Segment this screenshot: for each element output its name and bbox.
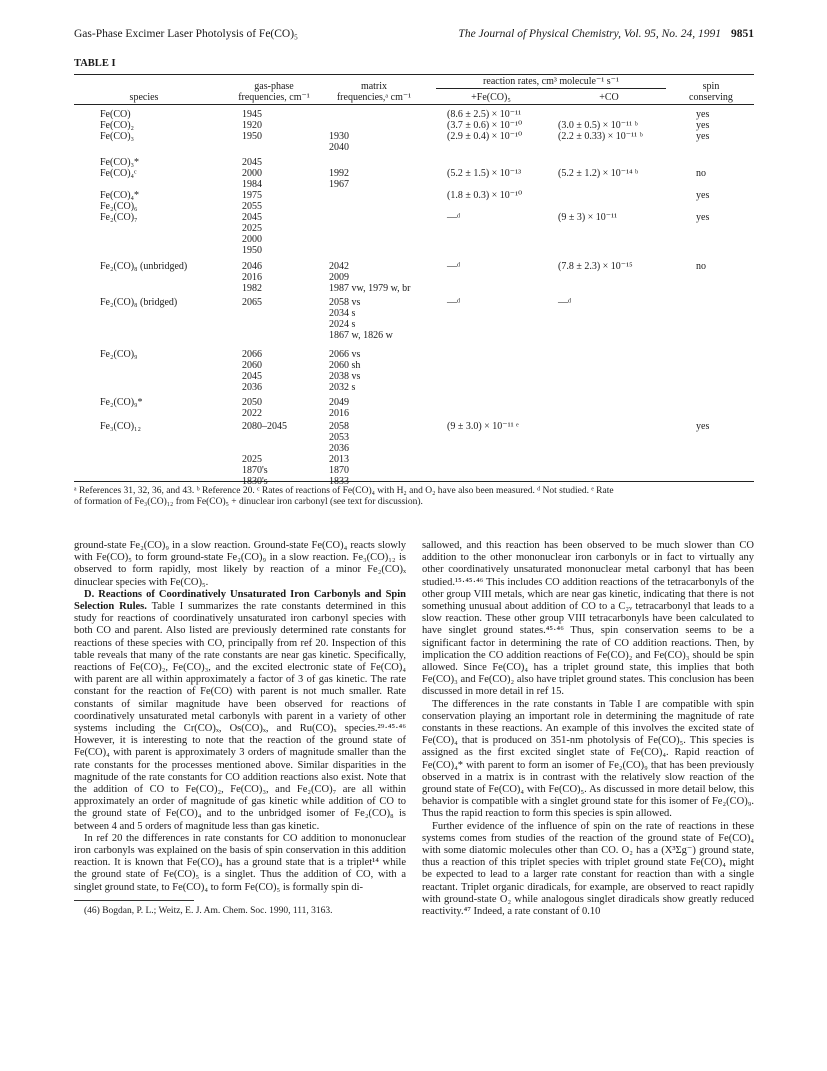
table-header-rule xyxy=(74,104,754,105)
header-plus-fe: +Fe(CO)₅ xyxy=(471,92,511,103)
page-number: 9851 xyxy=(731,28,754,40)
header-plus-co: +CO xyxy=(599,92,619,103)
footnote-line: ᵃ References 31, 32, 36, and 43. ᵇ Reference 20. ᶜ Rates of reactions of Fe(CO)₄ with H₂ and O₂ have also been measured. ᵈ Not studied. ᵉ Rate xyxy=(74,486,614,496)
section-heading: D. Reactions of Coordinatively Unsaturated Iron Carbonyls and Spin Selection Rules. xyxy=(74,588,406,613)
table-bottom-rule xyxy=(74,481,754,482)
paragraph: In ref 20 the differences in rate constants for CO addition to mononuclear iron carbonyls was explained on the basis of spin conservation in this addition reaction. It is known that Fe(CO)₄ has a ground state that is a triplet¹⁴ while the ground state of Fe(CO)₅ is a singlet. Thus the addition of CO, with a singlet ground state, to Fe(CO)₄ to form Fe(CO)₅ is formally spin di- xyxy=(74,832,406,893)
footnote-divider xyxy=(74,900,194,901)
journal-citation xyxy=(458,28,754,40)
header-matrix: matrix frequencies,ᵃ cm⁻¹ xyxy=(336,81,412,103)
journal-page: Gas-Phase Excimer Laser Photolysis of Fe(CO)₅ The Journal of Physical Chemistry, Vol. 95, No. 24, 1991 9851 TABLE I species gas-phase frequencies, cm⁻¹ matrix frequencies,ᵃ cm⁻¹ reaction rates, cm³ molecule⁻¹ s⁻¹ +Fe(CO)₅ +CO spin conserving Fe(CO) 1945 (8.6 ± 2.5) × 10⁻¹¹ yes Fe(CO)₂ 1920 (3.7 ± 0.6) × 10⁻¹⁰ (3.0 ± 0.5) × 10⁻¹¹ ᵇ yes Fe(CO)₃ 1950 1930 2040 (2.9 ± 0.4) × 10⁻¹⁰ (2.2 ± 0.33) × 10⁻¹¹ ᵇ yes Fe(CO)₃* 2045 Fe(CO)₄ᶜ 2000 1984 1992 1967 (5.2 ± 1.5) × 10⁻¹³ (5.2 ± 1.2) × 10⁻¹⁴ ᵇ no Fe(CO)₄* 1975 (1.8 ± 0.3) × 10⁻¹⁰ yes Fe₂(CO)₆ 2055 Fe₂(CO)₇ 2045 2025 2000 1950 —ᵈ (9 ± 3) × 10⁻¹¹ yes Fe₂(CO)₈ (unbridged) 2046 2016 1982 2042 2009 1987 vw, 1979 w, br —ᵈ (7.8 ± 2.3) × 10⁻¹⁵ no Fe₂(CO)₈ (bridged) 2065 2058 vs 2034 s 2024 s 1867 w, 1826 w —ᵈ —ᵈ Fe₂(CO)₉ 2066 2060 2045 2036 2066 vs 2060 sh 2038 vs 2032 s Fe₂(CO)₉* 2050 2022 2049 2016 Fe₃(CO)₁₂ 2080–2045 2025 1870's 1830's 2058 2053 2036 2013 1870 1833 (9 ± 3.0) × 10⁻¹¹ ᵉ yes ᵃ References 31, 32, 36, and 43. ᵇ Reference 20. ᶜ Rates of reactions of Fe(CO)₄ with H₂ and O₂ have also been measured. ᵈ Not studied. ᵉ Rate of formation of Fe₃(CO)₁₂ from Fe(CO)₅ + dinuclear iron carbonyl (see text for discussion). ground-state Fe₂(CO)₉ in a slow reaction. Ground-state Fe(CO)₄ reacts slowly with Fe(CO)₅ to form ground-state Fe₂(CO)₉ in a slow reaction. Fe₃(CO)₁₂ is observed to form rapidly, most likely by reaction of a minor Fe₂(CO)ₓ dinuclear species with Fe(CO)₅. D. Reactions of Coordinatively Unsaturated Iron Carbonyls and Spin Selection Rules. Table I summarizes the rate constants determined in this study for reactions of coordinatively unsaturated iron carbonyl species with both CO and parent. Also listed are previously determined rate constants for reactions of these species with CO, principally from ref 20. Inspection of this table reveals that many of the rate constants are near gas kinetic. Specifically, reactions of Fe(CO)₂, Fe(CO)₃, and the excited electronic state of Fe(CO)₄ with parent are all within approximately a factor of 3 of gas kinetic. The rate constant for the reaction of Fe(CO) with parent is not much smaller. Rate constants of similar magnitude have been observed for reactions of coordinatively unsaturated metal carbonyls with parent in a variety of other systems including the Cr(CO)ₓ, Os(CO)ₓ, and Ru(CO)ₓ species.²⁹·⁴⁵·⁴⁶ However, it is interesting to note that the reaction of the ground state of Fe(CO)₄ with parent is approximately 3 orders of magnitude smaller than the rate constants for the processes mentioned above. Similar disparities in the magnitude of the rate constants for CO addition reactions also exist. Note that the addition of CO to Fe(CO)₂, Fe(CO)₃, and Fe₂(CO)₇ are all within approximately an order of magnitude of gas kinetic while addition of CO to the ground state of Fe(CO)₄ and to the unbridged isomer of Fe₂(CO)₈ is between 4 and 5 orders of magnitude less than gas kinetic. In ref 20 the differences in rate constants for CO addition to mononuclear iron carbonyls was explained on the basis of spin conservation in this addition reaction. It is known that Fe(CO)₄ has a ground state that is a triplet¹⁴ while the ground state of Fe(CO)₅ is a singlet. Thus the addition of CO, with a singlet ground state, to Fe(CO)₄ to form Fe(CO)₅ is formally spin di- (46) Bogdan, P. L.; Weitz, E. J. Am. Chem. Soc. 1990, 111, 3163. sallowed, and this reaction has been observed to be much slower than CO addition to the other mononuclear iron carbonyls or in fact to virtually any other coordinatively unsaturated mononuclear metal carbonyl that has been studied.¹⁵·⁴⁵·⁴⁶ This includes CO addition reactions of the tetracarbonyls of the other group VIII metals, which are near gas kinetic, indicating that there is not something unusual about addition of CO to a C₂ᵥ tetracarbonyl that leads to a slow reaction. These other group VIII tetracarbonyls have been calculated to have singlet ground states.⁴⁵·⁴⁶ Thus, spin conservation seems to be a significant factor in determining the rate of CO addition reactions. Then, by implication the CO addition reactions of Fe(CO)₂ and Fe(CO)₃ should be spin allowed. Since Fe(CO)₄ has a triplet ground state, this implies that both Fe(CO)₃ and Fe(CO)₂ also have triplet ground states. This conclusion has been discussed in more detail in ref 15. The differences in the rate constants in Table I are compatible with spin conservation playing an important role in determining the magnitude of rate constants in these reactions. An example of this involves the excited state of Fe(CO)₄ that is produced on 351-nm photolysis of Fe(CO)₅. This species is assigned as the first excited singlet state of Fe(CO)₄. Rapid reaction of Fe(CO)₄* with parent to form an isomer of Fe₂(CO)₉ that has been previously observed in a matrix is in contrast with the relatively slow reaction of the ground state of Fe(CO)₄ with Fe(CO)₅. As discussed in more detail below, this behavior is compatible with a singlet ground state for this isomer of Fe₂(CO)₉. Thus the rapid reaction to form this species is spin allowed. Further evidence of the influence of spin on the rate of reactions in these systems comes from studies of the reaction of the ground state of Fe(CO)₄ with some diatomic molecules other than CO. O₂ has a (X³Σg⁻) ground state, thus a reaction of this triplet species with triplet ground state Fe(CO)₄ might be expected to lead to a larger rate constant for reaction than with a single reactant. Triplet organic diradicals, for example, are observed to react rapidly with ground-state O₂ while analogous singlet diradicals show greatly reduced reactivity.⁴⁷ Indeed, a rate constant of 0.10 xyxy=(74,28,754,918)
paragraph: D. Reactions of Coordinatively Unsaturated Iron Carbonyls and Spin Selection Rules. Table I summarizes the rate constants determined in this study for reactions of coordinatively unsaturated iron carbonyl species with both CO and parent. Also listed are previously determined rate constants for reactions of these species with CO, principally from ref 20. Inspection of this table reveals that many of the rate constants are near gas kinetic. Specifically, reactions of Fe(CO)₂, Fe(CO)₃, and the excited electronic state of Fe(CO)₄ with parent are all within approximately a factor of 3 of gas kinetic. The rate constant for the reaction of Fe(CO) with parent is not much smaller. Rate constants of similar magnitude have been observed for reactions of coordinatively unsaturated metal carbonyls with parent in a variety of other systems including the Cr(CO)ₓ, Os(CO)ₓ, and Ru(CO)ₓ species.²⁹·⁴⁵·⁴⁶ However, it is interesting to note that the reaction of the ground state of Fe(CO)₄ with parent is approximately 3 orders of magnitude smaller than the rate constants for the processes mentioned above. Similar disparities in the magnitude of the rate constants for CO addition reactions also exist. Note that the addition of CO to Fe(CO)₂, Fe(CO)₃, and Fe₂(CO)₇ are all within approximately an order of magnitude of gas kinetic while addition of CO to the ground state of Fe(CO)₄ and to the unbridged isomer of Fe₂(CO)₈ is between 4 and 5 orders of magnitude less than gas kinetic. xyxy=(74,588,406,832)
running-head xyxy=(74,28,754,44)
header-reaction-rates: reaction rates, cm³ molecule⁻¹ s⁻¹ xyxy=(483,76,619,87)
header-species: species xyxy=(129,92,159,103)
paragraph: The differences in the rate constants in Table I are compatible with spin conservation playing an important role in determining the magnitude of rate constants in these reactions. An example of this involves the excited state of Fe(CO)₄ that is produced on 351-nm photolysis of Fe(CO)₅. This species is assigned as the first excited singlet state of Fe(CO)₄. Rapid reaction of Fe(CO)₄* with parent to form an isomer of Fe₂(CO)₉ that has been previously observed in a matrix is in contrast with the relatively slow reaction of the ground state of Fe(CO)₄ with Fe(CO)₅. As discussed in more detail below, this behavior is compatible with a singlet ground state for this isomer of Fe₂(CO)₉. Thus the rapid reaction to form this species is spin allowed. xyxy=(422,698,754,820)
paragraph: Further evidence of the influence of spin on the rate of reactions in these systems comes from studies of the reaction of the ground state of Fe(CO)₄ with some diatomic molecules other than CO. O₂ has a (X³Σg⁻) ground state, thus a reaction of this triplet species with triplet ground state Fe(CO)₄ might be expected to lead to a larger rate constant for reaction than with a single reactant. Triplet organic diradicals, for example, are observed to react rapidly with ground-state O₂ while analogous singlet diradicals show greatly reduced reactivity.⁴⁷ Indeed, a rate constant of 0.10 xyxy=(422,820,754,918)
table-footnotes xyxy=(74,486,754,508)
body-column-left xyxy=(74,540,406,917)
table-top-rule xyxy=(74,74,754,75)
footnote-line: of formation of Fe₃(CO)₁₂ from Fe(CO)₅ + dinuclear iron carbonyl (see text for discussion). xyxy=(74,497,423,507)
table-label: TABLE I xyxy=(74,58,116,69)
paragraph: ground-state Fe₂(CO)₉ in a slow reaction. Ground-state Fe(CO)₄ reacts slowly with Fe(CO)₅ to form ground-state Fe₂(CO)₉ in a slow reaction. Fe₃(CO)₁₂ is observed to form rapidly, most likely by reaction of a minor Fe₂(CO)ₓ dinuclear species with Fe(CO)₅. xyxy=(74,540,406,588)
header-spin: spin conserving xyxy=(689,81,733,103)
article-short-title: Gas-Phase Excimer Laser Photolysis of Fe(CO)₅ xyxy=(74,28,299,40)
header-gas-phase: gas-phase frequencies, cm⁻¹ xyxy=(238,81,310,103)
paragraph: sallowed, and this reaction has been observed to be much slower than CO addition to the other mononuclear iron carbonyls or in fact to virtually any other coordinatively unsaturated mononuclear metal carbonyl that has been studied.¹⁵·⁴⁵·⁴⁶ This includes CO addition reactions of the tetracarbonyls of the other group VIII metals, which are near gas kinetic, indicating that there is not something unusual about addition of CO to a C₂ᵥ tetracarbonyl that leads to a slow reaction. These other group VIII tetracarbonyls have been calculated to have singlet ground states.⁴⁵·⁴⁶ Thus, spin conservation seems to be a significant factor in determining the rate of CO addition reactions. Then, by implication the CO addition reactions of Fe(CO)₂ and Fe(CO)₃ should be spin allowed. Since Fe(CO)₄ has a triplet ground state, this implies that both Fe(CO)₃ and Fe(CO)₂ also have triplet ground states. This conclusion has been discussed in more detail in ref 15. xyxy=(422,540,754,698)
rates-span-rule xyxy=(436,88,666,89)
body-column-right xyxy=(422,540,754,918)
journal-name: The Journal of Physical Chemistry, Vol. 95, No. 24, 1991 xyxy=(458,28,721,40)
reference-46: (46) Bogdan, P. L.; Weitz, E. J. Am. Chem. Soc. 1990, 111, 3163. xyxy=(84,905,333,916)
